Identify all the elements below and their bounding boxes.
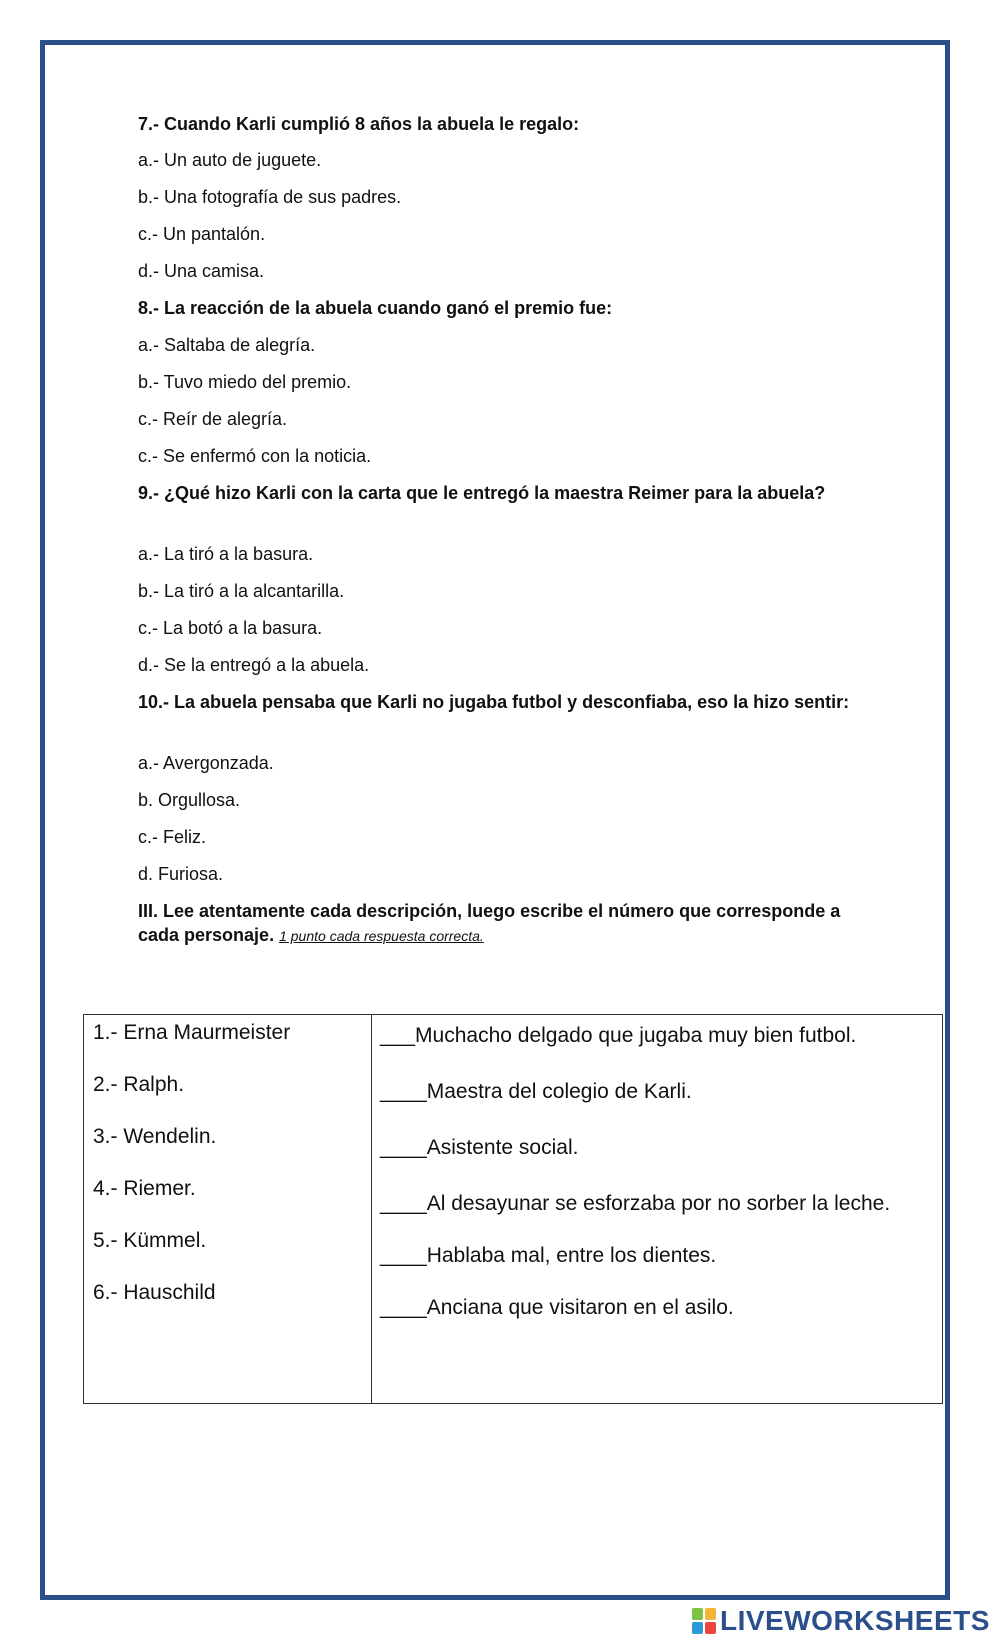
question-8-option-a[interactable]: a.- Saltaba de alegría. — [138, 335, 316, 355]
logo-square-3 — [692, 1622, 703, 1634]
logo-square-1 — [692, 1608, 703, 1620]
brand-name: LIVEWORKSHEETS — [720, 1605, 990, 1636]
question-9-title: 9.- ¿Qué hizo Karli con la carta que le entregó la maestra Reimer para la abuela? — [138, 483, 826, 503]
question-8-option-c[interactable]: c.- Reír de alegría. — [138, 409, 288, 429]
question-7-option-d[interactable]: d.- Una camisa. — [138, 261, 265, 281]
question-9-option-c[interactable]: c.- La botó a la basura. — [138, 618, 323, 638]
question-8-option-b[interactable]: b.- Tuvo miedo del premio. — [138, 372, 352, 392]
question-9-option-d[interactable]: d.- Se la entregó a la abuela. — [138, 655, 370, 675]
table-divider — [371, 1015, 372, 1403]
description-6[interactable]: ____Anciana que visitaron en el asilo. — [380, 1296, 734, 1319]
character-name-1: 1.- Erna Maurmeister — [93, 1021, 291, 1044]
character-name-6: 6.- Hauschild — [93, 1281, 216, 1304]
question-10-option-a[interactable]: a.- Avergonzada. — [138, 753, 274, 773]
logo-square-2 — [705, 1608, 716, 1620]
question-10-option-c[interactable]: c.- Feliz. — [138, 827, 207, 847]
question-9-option-b[interactable]: b.- La tiró a la alcantarilla. — [138, 581, 345, 601]
logo-square-4 — [705, 1622, 716, 1634]
character-name-5: 5.- Kümmel. — [93, 1229, 207, 1252]
liveworksheets-brand — [692, 1604, 990, 1638]
matching-table — [83, 1014, 943, 1404]
question-10-option-b[interactable]: b. Orgullosa. — [138, 790, 241, 810]
question-10-option-d[interactable]: d. Furiosa. — [138, 864, 224, 884]
section-3-title: III. Lee atentamente cada descripción, luego escribe el número que corresponde a cada personaje. — [138, 901, 841, 945]
question-7-option-c[interactable]: c.- Un pantalón. — [138, 224, 266, 244]
description-4[interactable]: ____Al desayunar se esforzaba por no sorber la leche. — [380, 1192, 891, 1215]
question-9-option-a[interactable]: a.- La tiró a la basura. — [138, 544, 314, 564]
description-1[interactable]: ___Muchacho delgado que jugaba muy bien futbol. — [380, 1024, 857, 1047]
description-3[interactable]: ____Asistente social. — [380, 1136, 579, 1159]
character-name-3: 3.- Wendelin. — [93, 1125, 217, 1148]
question-7-option-b[interactable]: b.- Una fotografía de sus padres. — [138, 187, 402, 207]
question-8-option-d[interactable]: c.- Se enfermó con la noticia. — [138, 446, 372, 466]
question-7-option-a[interactable]: a.- Un auto de juguete. — [138, 150, 322, 170]
question-8-title: 8.- La reacción de la abuela cuando ganó el premio fue: — [138, 298, 613, 318]
question-7-title: 7.- Cuando Karli cumplió 8 años la abuela le regalo: — [138, 114, 580, 134]
description-5[interactable]: ____Hablaba mal, entre los dientes. — [380, 1244, 717, 1267]
character-name-2: 2.- Ralph. — [93, 1073, 185, 1096]
description-2[interactable]: ____Maestra del colegio de Karli. — [380, 1080, 692, 1103]
character-name-4: 4.- Riemer. — [93, 1177, 196, 1200]
section-3-note: 1 punto cada respuesta correcta. — [279, 928, 484, 944]
question-10-title: 10.- La abuela pensaba que Karli no jugaba futbol y desconfiaba, eso la hizo sentir: — [138, 692, 850, 712]
section-3-heading — [138, 899, 858, 948]
liveworksheets-logo-icon — [692, 1608, 716, 1634]
